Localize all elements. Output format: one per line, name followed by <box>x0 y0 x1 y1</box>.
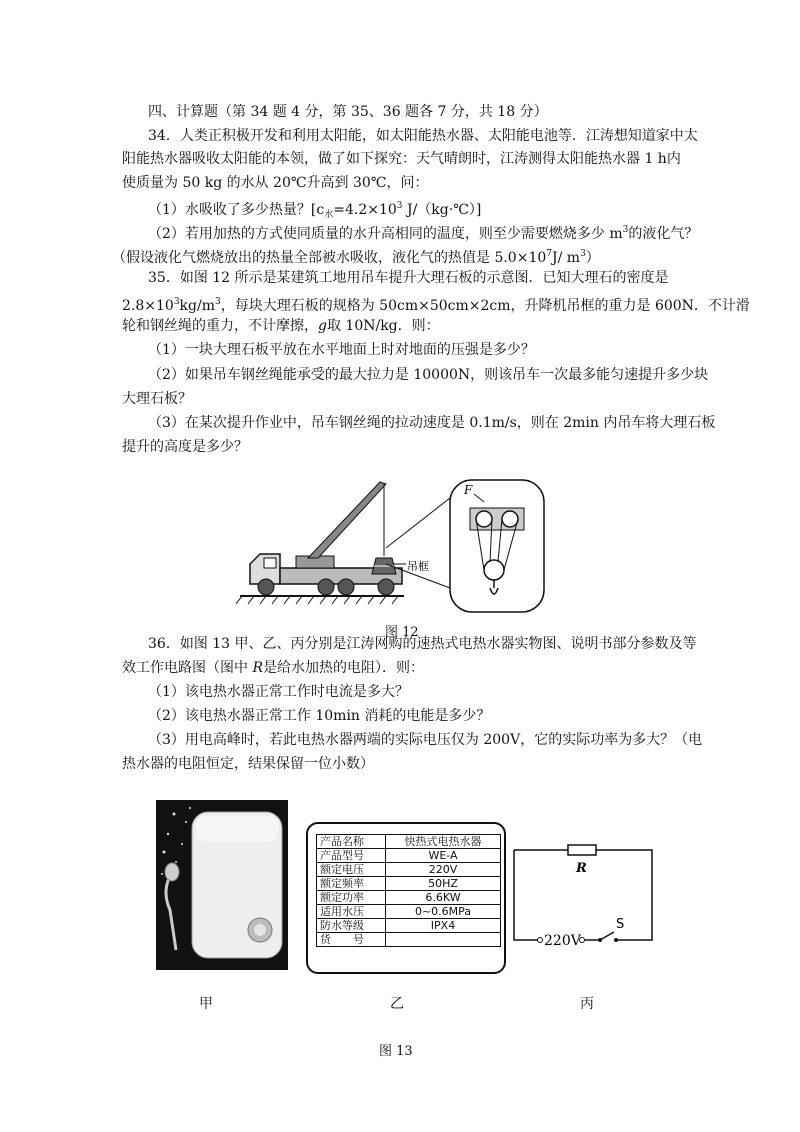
zoom-line-1 <box>386 498 450 548</box>
q36-part-2: （2）该电热水器正常工作 10min 消耗的电能是多少？ <box>148 708 491 724</box>
figure-13-yi-spec-card <box>306 822 506 974</box>
q35-part-2: （2）如果吊车钢丝绳能承受的最大拉力是 10000N，则该吊车一次最多能匀速提升多少块 <box>148 367 709 383</box>
force-label: F <box>464 483 473 497</box>
wire-left <box>514 850 538 940</box>
spec-row <box>317 905 501 919</box>
label-jia: 甲 <box>199 996 213 1012</box>
spec-value: WE-A <box>386 849 501 863</box>
figure-13-jia-heater-photo <box>156 800 288 970</box>
switch-blade <box>600 932 614 940</box>
spec-value: IPX4 <box>386 919 501 933</box>
q34-p2-sup: 3 <box>622 225 629 235</box>
shower-head <box>165 863 179 881</box>
voltage-label: 220V <box>544 933 581 946</box>
q36-part-1: （1）该电热水器正常工作时电流是多大？ <box>148 684 409 700</box>
q36-part-3-line-2: 热水器的电阻恒定，结果保留一位小数） <box>122 756 374 772</box>
q35-l2-sup: 3 <box>173 297 180 307</box>
spec-row <box>317 891 501 905</box>
q34-part-2 <box>148 221 698 243</box>
spec-row <box>317 933 501 947</box>
q34-p1-sup: 3 <box>396 201 403 211</box>
figure-12-caption: 图 12 <box>385 625 419 640</box>
crane-boom <box>308 482 386 558</box>
switch-contact <box>614 938 618 942</box>
wheel-2 <box>318 579 334 595</box>
basket-label: 吊框 <box>407 560 429 573</box>
figure-13-caption: 图 13 <box>379 1044 413 1059</box>
spec-value: 6.6KW <box>386 891 501 905</box>
q34-p2-l2-sup: 7 <box>546 249 552 259</box>
heater-top-panel <box>196 816 278 842</box>
q34-line-1: 34．人类正积极开发和利用太阳能，如太阳能热水器、太阳能电池等．江涛想知道家中太 <box>148 128 698 144</box>
q35-part-1: （1）一块大理石板平放在水平地面上时对地面的压强是多少？ <box>148 342 535 358</box>
q35-l3-a: 轮和钢丝绳的重力，不计摩擦， <box>122 318 318 334</box>
wheel-4 <box>378 579 394 595</box>
wheel-3 <box>338 579 354 595</box>
spec-value: 0~0.6MPa <box>386 905 501 919</box>
q35-line-1: 35．如图 12 所示是某建筑工地用吊车提升大理石板的示意图．已知大理石的密度是 <box>148 270 669 286</box>
q34-part-1 <box>148 197 481 224</box>
spec-key: 产品名称 <box>317 835 386 849</box>
q35-l2-a: 2.8×10 <box>122 298 174 314</box>
q34-p2-l2-a: （假设液化气燃烧放出的热量全部被水吸收，液化气的热值是 5.0×10 <box>112 250 547 266</box>
q35-line-3 <box>122 317 440 335</box>
spec-key: 产品型号 <box>317 849 386 863</box>
wheel-1 <box>258 579 274 595</box>
label-yi: 乙 <box>390 996 404 1012</box>
switch-label: S <box>616 917 625 932</box>
q34-p1-text-b: =4.2×10 <box>333 202 397 218</box>
q36-l2-a: 效工作电路图（图中 <box>122 660 253 676</box>
spec-key: 适用水压 <box>317 905 386 919</box>
spec-row <box>317 835 501 849</box>
q35-part-3-line-2: 提升的高度是多少？ <box>122 439 248 455</box>
spec-value <box>386 933 501 947</box>
spec-key: 货 号 <box>317 933 386 947</box>
knob-center <box>254 924 266 936</box>
pulley-right <box>502 511 518 527</box>
q35-line-2 <box>122 293 750 315</box>
spec-value: 220V <box>386 863 501 877</box>
q34-p1-text-a: （1）水吸收了多少热量？[c <box>148 202 325 218</box>
figure-12-crane <box>236 478 566 618</box>
spec-key: 额定电压 <box>317 863 386 877</box>
spec-key: 额定功率 <box>317 891 386 905</box>
q35-l3-b: 取 10N/kg．则： <box>326 318 440 334</box>
spec-key: 额定频率 <box>317 877 386 891</box>
q34-part-2-line-2 <box>112 245 600 267</box>
cab-window <box>264 558 276 568</box>
spec-table <box>316 834 501 947</box>
q35-l2-b: kg/m <box>179 298 215 314</box>
q35-l2-c: ，每块大理石板的规格为 50cm×50cm×2cm，升降机吊框的重力是 600N．不计滑 <box>220 298 750 314</box>
q34-p2-text-a: （2）若用加热的方式使同质量的水升高相同的温度，则至少需要燃烧多少 m <box>148 226 623 242</box>
q35-part-2-line-2: 大理石板？ <box>122 391 192 407</box>
q35-part-3: （3）在某次提升作业中，吊车钢丝绳的拉动速度是 0.1m/s，则在 2min 内吊车将大理石板 <box>148 415 716 431</box>
q36-part-3: （3）用电高峰时，若此电热水器两端的实际电压仅为 200V，它的实际功率为多大？（电 <box>148 732 703 748</box>
q36-l2-R: R <box>252 660 263 676</box>
spec-row <box>317 849 501 863</box>
spec-value: 快热式电热水器 <box>386 835 501 849</box>
resistor-label: R <box>576 861 587 876</box>
q34-p2-l2-sup2: 3 <box>580 249 586 259</box>
section-header: 四、计算题（第 34 题 4 分，第 35、36 题各 7 分，共 18 分） <box>148 104 548 120</box>
q34-line-2: 阳能热水器吸收太阳能的本领，做了如下探究：天气晴朗时，江涛测得太阳能热水器 1 h内 <box>122 151 681 167</box>
q36-line-2 <box>122 659 424 677</box>
spec-key: 防水等级 <box>317 919 386 933</box>
resistor <box>568 845 596 855</box>
q34-p2-l2-b: J/ m <box>552 250 581 266</box>
q34-line-3: 使质量为 50 kg 的水从 20℃升高到 30℃，问： <box>122 175 429 191</box>
q34-p2-text-b: 的液化气？ <box>628 226 699 242</box>
spec-row <box>317 877 501 891</box>
pulley-bottom <box>484 560 504 580</box>
q36-l2-b: 是给水加热的电阻）．则： <box>263 660 424 676</box>
spec-row <box>317 919 501 933</box>
q35-l3-g: g <box>318 318 327 334</box>
pulley-left <box>476 511 492 527</box>
q34-p2-l2-c: ） <box>585 250 600 266</box>
spec-value: 50HZ <box>386 877 501 891</box>
spec-row <box>317 863 501 877</box>
terminal-left <box>538 938 543 943</box>
ground-hatch <box>236 596 398 604</box>
q34-p1-sub: 水 <box>324 210 334 220</box>
figure-13-bing-circuit <box>508 836 658 946</box>
q34-p1-text-c: J/（kg·℃）] <box>402 202 482 218</box>
label-bing: 丙 <box>580 996 594 1012</box>
q36-line-1: 36．如图 13 甲、乙、丙分别是江涛网购的速热式电热水器实物图、说明书部分参数及等 <box>148 636 697 652</box>
q35-l2-sup2: 3 <box>214 297 221 307</box>
spec-table-body <box>317 835 501 947</box>
